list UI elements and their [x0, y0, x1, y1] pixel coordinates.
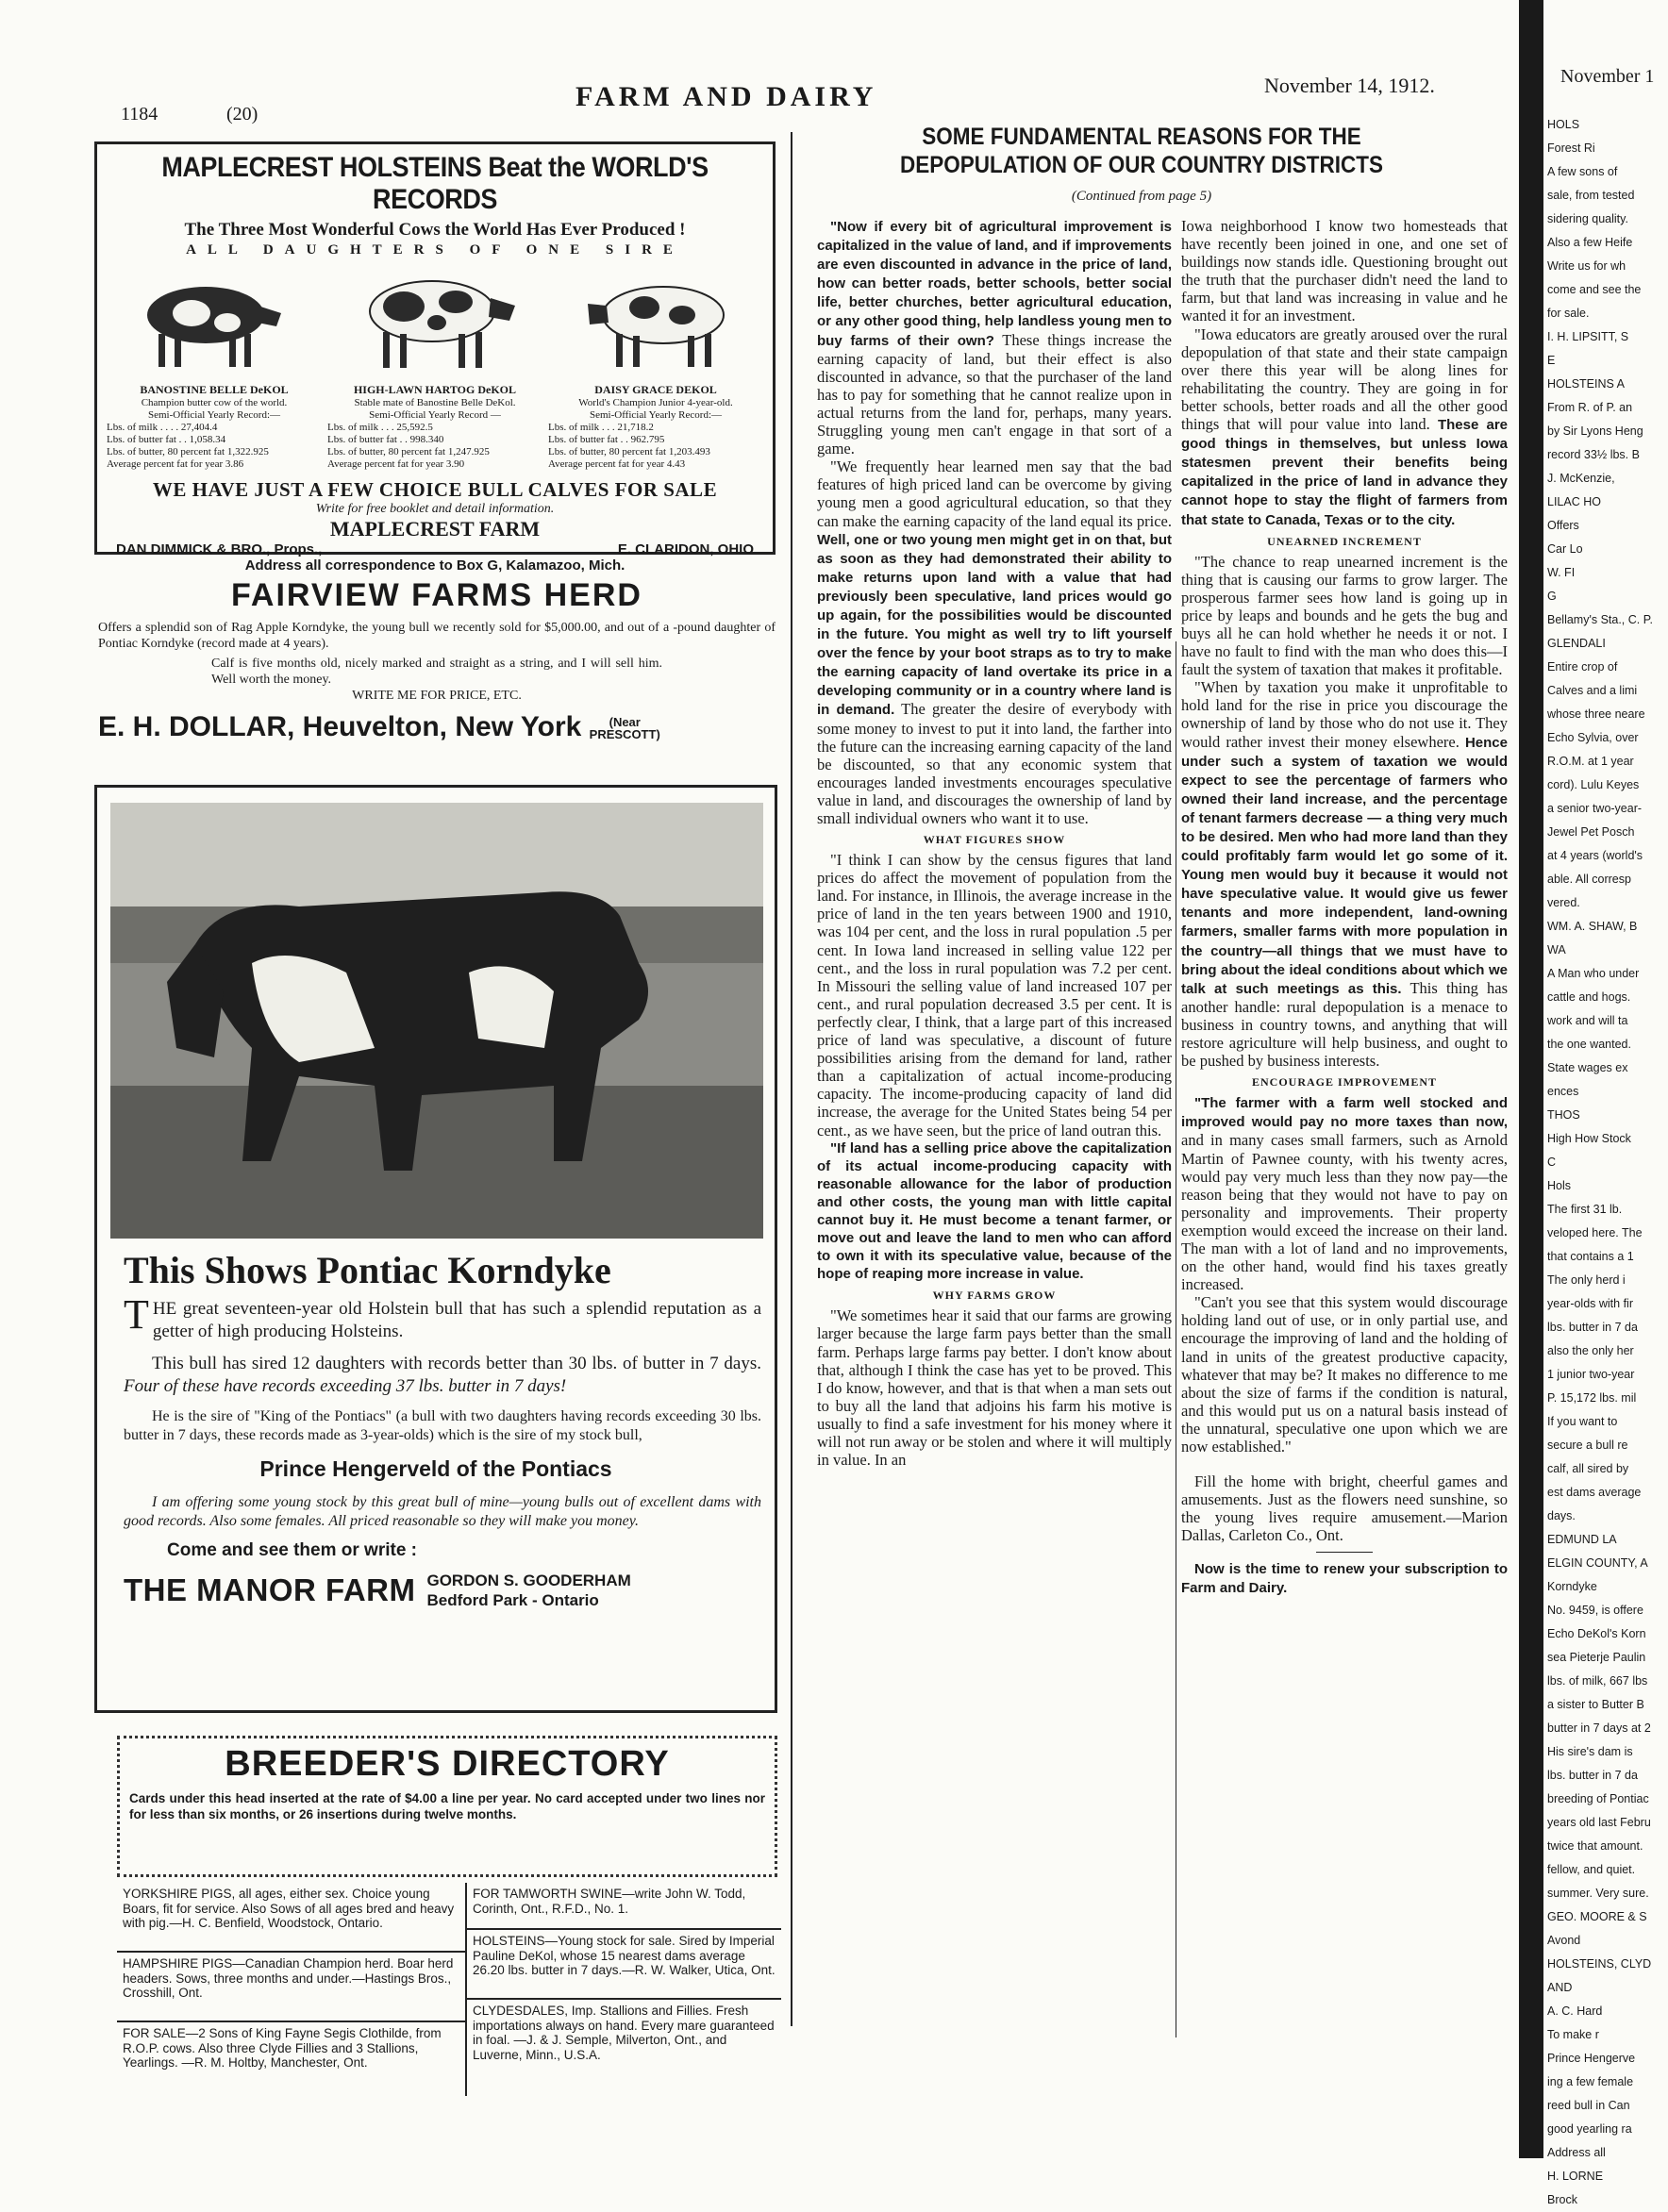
facing-page-line: cord). Lulu Keyes: [1547, 778, 1640, 791]
facing-page-line: A few sons of: [1547, 165, 1618, 178]
page-gutter: [1519, 0, 1543, 2158]
facing-page-line: cattle and hogs.: [1547, 990, 1631, 1004]
facing-page-line: Brock: [1547, 2193, 1577, 2206]
cow-name-1: BANOSTINE BELLE DeKOL: [140, 383, 289, 396]
renew-notice: Now is the time to renew your subscription to Farm and Dairy.: [1181, 1561, 1508, 1596]
article-subhead: WHAT FIGURES SHOW: [923, 833, 1066, 847]
facing-page-line: Forest Ri: [1547, 141, 1595, 155]
maplecrest-headline: MAPLECREST HOLSTEINS Beat the WORLD'S RECORDS: [161, 152, 709, 215]
facing-page-line: est dams average: [1547, 1486, 1642, 1499]
facing-page-line: GEO. MOORE & S: [1547, 1910, 1647, 1923]
manor-place: Bedford Park - Ontario: [426, 1591, 599, 1609]
manor-farm-name: THE MANOR FARM: [124, 1572, 416, 1607]
maplecrest-sire-line: ALL DAUGHTERS OF ONE SIRE: [186, 242, 684, 258]
directory-listing: HAMPSHIRE PIGS—Canadian Champion herd. Boar herd headers. Sows, three months and under.—Hastings Bros., Crosshill, Ont.: [117, 1953, 465, 2022]
facing-page-line: No. 9459, is offere: [1547, 1604, 1643, 1617]
facing-page-line: come and see the: [1547, 283, 1642, 296]
maplecrest-location: E. CLARIDON, OHIO: [617, 541, 754, 557]
facing-page-line: also the only her: [1547, 1344, 1634, 1357]
facing-page-line: vered.: [1547, 896, 1580, 909]
facing-page-line: a sister to Butter B: [1547, 1698, 1644, 1711]
facing-page-line: summer. Very sure.: [1547, 1887, 1649, 1900]
article-bold-6: "The farmer with a farm well stocked and improved would pay no more taxes than now,: [1181, 1095, 1508, 1131]
facing-page-line: 1 junior two-year: [1547, 1368, 1635, 1381]
facing-page-line: lbs. butter in 7 da: [1547, 1769, 1638, 1782]
facing-page-line: Calves and a limi: [1547, 684, 1638, 697]
facing-page-line: for sale.: [1547, 307, 1590, 320]
facing-page-line: P. 15,172 lbs. mil: [1547, 1391, 1637, 1405]
manor-farm-ad: [94, 785, 777, 1713]
facing-page-line: Echo Sylvia, over: [1547, 731, 1639, 744]
facing-page-line: Also a few Heife: [1547, 236, 1633, 249]
facing-page-line: able. All corresp: [1547, 873, 1631, 886]
facing-page-line: ing a few female: [1547, 2075, 1634, 2088]
facing-page-line: Jewel Pet Posch: [1547, 825, 1635, 839]
fairview-prescott: PRESCOTT: [589, 727, 657, 742]
facing-page-line: G: [1547, 590, 1557, 603]
facing-page-line: W. FI: [1547, 566, 1576, 579]
facing-page-line: State wages ex: [1547, 1061, 1628, 1074]
facing-page-line: HOLSTEINS, CLYD: [1547, 1957, 1652, 1971]
maplecrest-offer: WE HAVE JUST A FEW CHOICE BULL CALVES FOR SALE: [152, 478, 718, 501]
facing-page-line: lbs. of milk, 667 lbs: [1547, 1674, 1648, 1688]
facing-page-line: Car Lo: [1547, 542, 1583, 556]
article-bold-2: Well, one or two young men might get in on that, but as soon as they had demonstrated their ability to make returns upon land with a value that had previously been speculative, land prices would go up again, for the possibilities would be discounted in the future. You might as well try to lift yourself over the fence by your boot straps as to try to make the earning capacity of land overtake its price in a developing community or in a country where land is in demand.: [817, 531, 1172, 719]
manor-paragraph-1: HE great seventeen-year old Holstein bull that has such a splendid reputation as a getter of high producing Holsteins.: [152, 1299, 761, 1341]
directory-listing: FOR SALE—2 Sons of King Fayne Segis Clothilde, from R.O.P. cows. Also three Clyde Fillies and 3 Stallions, Yearlings. —R. M. Holtby, Manchester, Ont.: [123, 2026, 442, 2070]
facing-page-line: the one wanted.: [1547, 1038, 1631, 1051]
fairview-contact: E. H. DOLLAR, Heuvelton, New York: [98, 711, 582, 742]
facing-page-line: a senior two-year-: [1547, 802, 1643, 815]
facing-page-line: C: [1547, 1156, 1557, 1169]
masthead: FARM AND DAIRY: [575, 81, 877, 112]
cow-illustration-2: [347, 264, 517, 373]
directory-listing: YORKSHIRE PIGS, all ages, either sex. Choice young Boars, fit for service. Also Sows of all ages bred and heavy with pig.—H. C. Benfield, Woodstock, Ontario.: [117, 1883, 465, 1953]
breeders-directory: [117, 1736, 777, 1877]
facing-page-line: Prince Hengerve: [1547, 2052, 1636, 2065]
facing-page-line: whose three neare: [1547, 707, 1645, 721]
facing-page-line: year-olds with fir: [1547, 1297, 1633, 1310]
facing-page-line: Echo DeKol's Korn: [1547, 1627, 1646, 1640]
facing-page-line: Offers: [1547, 519, 1579, 532]
facing-page-line: days.: [1547, 1509, 1576, 1522]
facing-page-line: The only herd i: [1547, 1273, 1626, 1287]
maplecrest-subline: The Three Most Wonderful Cows the World Has Ever Produced !: [184, 220, 686, 240]
maplecrest-ad: [94, 141, 776, 574]
article-bold-5: Hence under such a system of taxation we would expect to see the percentage of farmers who owned their land increase, and the percentage of tenant farmers decrease — a thing very much to be desired. Men who had more land than they could profitably farm would let go some of it. Young men would buy it because it would not have speculative value. It would give us fewer tenants and more independent, land-owning farmers, smaller farms with more population in the country—all things that we must have to bring about the ideal conditions about which we talk at such meetings as this.: [1181, 734, 1508, 997]
manor-paragraph-2-italic: Four of these have records exceeding 37 lbs. butter in 7 days!: [124, 1376, 567, 1396]
cow-record-1: BANOSTINE BELLE DeKOL Champion butter cow of the world. Semi-Official Yearly Record:— Lbs. of milk . . . . 27,404.4 Lbs. of butter fat . . 1,058.34 Lbs. of butter, 80 percent fat 1,322.925 Average percent fat for year 3.86: [107, 383, 322, 471]
facing-page-line: Address all: [1547, 2146, 1606, 2159]
manor-come: Come and see them or write :: [167, 1540, 418, 1560]
directory-listings: [117, 1883, 781, 2096]
article-bold-3: "If land has a selling price above the capitalization of its actual income-producing capacity with reasonable allowance for the labor of production and other costs, the young man with little capital cannot buy it. He must become a tenant farmer, or move out and leave the land to men who can afford to own it with its speculative value, because of the hope of reaping more increase in value.: [817, 1139, 1172, 1283]
facing-page-line: From R. of P. an: [1547, 401, 1633, 414]
facing-page-line: AND: [1547, 1981, 1573, 1994]
facing-page-line: E: [1547, 354, 1556, 367]
fairview-near: Near: [612, 715, 641, 730]
filler-quote: Fill the home with bright, cheerful games and amusements. Just as the flowers need sunshine, so the young lives require amusement.—Marion Dallas, Carleton Co., Ont.: [1181, 1472, 1508, 1545]
facing-page-line: fellow, and quiet.: [1547, 1863, 1636, 1876]
facing-page-line: Write us for wh: [1547, 259, 1626, 273]
page-number: 1184: [121, 104, 158, 125]
article-column-1: "Now if every bit of agricultural improvement is capitalized in the value of land, and if improvements are even discounted in advance in the price of land, how can better roads, better schools, better social life, better churches, better agricultural education, or any other good thing, help landless young men to buy farms of their own? These things increase the earning capacity of land, but their effect is also discounted in advance, so that the purchaser of the land has to pay for something that he cannot realize upon in actual returns from the land for, perhaps, many years. Struggling young men can't engage in that sort of a game. "We frequently hear learned men say that the bad features of high priced land can be overcome by giving young men a good agricultural education, so that they can make the earning capacity of the land equal its price. Well, one or two young men might get in on that, but as soon as they had demonstrated their ability to make returns upon land with a value that had previously been speculative, land prices would go up again, for the possibilities would be discounted in the future. You might as well try to lift yourself over the fence by your boot straps as to try to make the earning capacity of land overtake its price in a developing community or in a country where land is in demand. The greater the desire of everybody with some money to invest to put it into land, the farther into the future can the increasing earning capacity of the land be discounted, so that any economic system that encourages landed investments encourages speculative value in land, and discourages the ownership of land by small individual owners who want it to use. WHAT FIGURES SHOW "I think I can show by the census figures that land prices do affect the movement of population from the land. For instance, in Illinois, the average increase in the price of land in the ten years between 1900 and 1910, was 104 per cent, and the loss in rural population .5 per cent. In Iowa land increased in selling value 122 per cent., and the loss in rural population was 7.2 per cent. In Missouri the selling value of land increased 107 per cent., and rural population decreased 3.5 per cent. It is perfectly clear, I think, that a large part of this increased price of land was speculative, a discount of future possibilities arising from the demand for land, rather than a capitalization of actual income-producing capacity. The income-producing capacity of land did increase, the average for the United States being 54 per cent., as we have seen, but the price of land outran this. "If land has a selling price above the capitalization of its actual income-producing capacity with reasonable allowance for the labor of production and other costs, the young man with little capital cannot buy it. He must become a tenant farmer, or move out and leave the land to men who can afford to own it with its speculative value, because of the hope of reaping more increase in value. WHY FARMS GROW "We sometimes hear it said that our farms are growing larger because the large farm pays better than the small farm. Perhaps large farms pay better. I don't know about that, although I think the case has yet to be proved. This I do know, however, and that is that when a man sets out to buy all the land that adjoins his farm his motive is usually to find a safe investment for his money where it will not run away or be stolen and where it will multiply in value. In an: [817, 219, 1172, 1470]
cow-record-2: HIGH-LAWN HARTOG DeKOL Stable mate of Banostine Belle DeKol. Semi-Official Yearly Record — Lbs. of milk . . . 25,592.5 Lbs. of butter fat . . 998.340 Lbs. of butter, 80 percent fat 1,247.925 Average percent fat for year 3.90: [327, 383, 542, 471]
facing-page-line: good yearling ra: [1547, 2122, 1632, 2136]
facing-page-line: sidering quality.: [1547, 212, 1628, 225]
facing-page-line: butter in 7 days at 2: [1547, 1721, 1651, 1735]
facing-page-line: that contains a 1: [1547, 1250, 1634, 1263]
facing-page-line: Bellamy's Sta., C. P.: [1547, 613, 1653, 626]
facing-page-line: Korndyke: [1547, 1580, 1597, 1593]
facing-page-line: calf, all sired by: [1547, 1462, 1629, 1475]
directory-title: BREEDER'S DIRECTORY: [225, 1744, 670, 1784]
directory-listing: HOLSTEINS—Young stock for sale. Sired by Imperial Pauline DeKol, whose 15 nearest dams average 26.20 lbs. butter in 7 days.—R. W. Walker, Utica, Ont.: [467, 1930, 781, 2000]
maplecrest-props: DAN DIMMICK & BRO., Props.,: [116, 541, 323, 557]
facing-page-line: reed bull in Can: [1547, 2099, 1630, 2112]
facing-page-line: Avond: [1547, 1934, 1581, 1947]
fairview-calf: Calf is five months old, nicely marked and straight as a string, and I will sell him. Well worth the money.: [211, 657, 662, 687]
column-rule: [791, 132, 792, 2026]
fairview-title: FAIRVIEW FARMS HERD: [231, 577, 642, 613]
cow-illustration-3: [578, 268, 748, 372]
article-subhead: WHY FARMS GROW: [932, 1289, 1057, 1303]
directory-terms: Cards under this head inserted at the rate of $4.00 a line per year. No card accepted under two lines nor for less than six months, or 26 insertions during twelve months.: [129, 1791, 765, 1821]
facing-page-line: breeding of Pontiac: [1547, 1792, 1649, 1805]
article-bold-1: "Now if every bit of agricultural improvement is capitalized in the value of land, and if improvements are even discounted in advance in the price of land, how can better roads, better schools, better social life, better churches, better agricultural education, or any other good thing, help landless young men to buy farms of their own?: [817, 219, 1172, 349]
manor-offer: I am offering some young stock by this great bull of mine—young bulls out of excellent dams with good records. Also some females. All priced reasonable so they will make you money.: [124, 1494, 761, 1529]
facing-page-line: GLENDALI: [1547, 637, 1606, 650]
manor-owner: GORDON S. GOODERHAM: [426, 1572, 631, 1589]
facing-page-line: I. H. LIPSITT, S: [1547, 330, 1629, 343]
directory-listing: FOR TAMWORTH SWINE—write John W. Todd, Corinth, Ont., R.F.D., No. 1.: [467, 1883, 781, 1930]
facing-page-date: November 1: [1560, 66, 1655, 87]
cow-illustration-1: [125, 268, 286, 372]
cow-name-2: HIGH-LAWN HARTOG DeKOL: [353, 383, 517, 396]
manor-drop-cap: T: [124, 1291, 149, 1338]
facing-page-line: work and will ta: [1547, 1014, 1628, 1027]
page-alt-number: (20): [226, 104, 259, 125]
facing-page-line: High How Stock: [1547, 1132, 1631, 1145]
facing-page-line: Hols: [1547, 1179, 1572, 1192]
facing-page-line: by Sir Lyons Heng: [1547, 424, 1643, 438]
facing-page-line: WM. A. SHAW, B: [1547, 920, 1638, 933]
facing-page-line: HOLSTEINS A: [1547, 377, 1625, 391]
manor-stock-bull: Prince Hengerveld of the Pontiacs: [259, 1456, 612, 1481]
facing-page-line: A Man who under: [1547, 967, 1640, 980]
facing-page-line: EDMUND LA: [1547, 1533, 1617, 1546]
facing-page-line: lbs. butter in 7 da: [1547, 1321, 1638, 1334]
manor-title: This Shows Pontiac Korndyke: [124, 1249, 611, 1291]
article-continued: (Continued from page 5): [1071, 189, 1212, 204]
facing-page-line: sea Pieterje Paulin: [1547, 1651, 1646, 1664]
article-column-2: Iowa neighborhood I know two homesteads that have recently been joined in one, and one set of buildings now stands idle. Questioning brought out the truth that the purchaser didn't need the land to farm, but that land was increasing in value and he wanted it for an investment. "Iowa educators are greatly aroused over the rural depopulation of that state and their state campaign over there this year will be along lines for rehabilitating the country. They are going in for better schools, better roads and all the other good things that will pour value into land. These are good things in themselves, but unless Iowa statesmen prevent their benefits being capitalized in the price of land in advance they cannot hope to stay the flight of farmers from that state to Canada, Texas or to the city. UNEARNED INCREMENT "The chance to reap unearned increment is the thing that is causing our farms to grow larger. The prosperous farmer sees how land is going up in price by leaps and bounds and he gets the bug and buys all he can hold whether he needs it or not. I have no fault to find with the man who does this—I fault the system of taxation that makes it profitable. "When by taxation you make it unprofitable to hold land for the rise in price you discourage the ownership of land by those who do not use it. They would rather invest their money elsewhere. Hence under such a system of taxation we would expect to see the percentage of farmers who owned their land increase, and the percentage of tenant farmers decrease — a thing very much to be desired. Men who had more land than they could profitably farm would let go some of it. Young men would buy it because it would not have speculative value. It would give us fewer tenants and more independent, land-owning farmers, smaller farms with more population in the country—all things that we must have to bring about the ideal conditions about which we talk at such meetings as this. This thing has another handle: rural depopulation is a menace to business in country towns, and anything that will restore agriculture will help business, and ought to be pushed by business interests. ENCOURAGE IMPROVEMENT "The farmer with a farm well stocked and improved would pay no more taxes than now, and in many cases small farmers, such as Arnold Martin of Pawnee county, with his twenty acres, would pay very much less than they now pay—the reason being that they would not have to pay on personality and improvements. Their property exemption would exceed the increase on their land. The man with a lot of land and no improvements, on the other hand, would find his taxes greatly increased. "Can't you see that this system would discourage holding land out of use, or in only partial use, and encourage the improving of land and the holding of land in units of the greatest productive capacity, whatever that may be? It makes no difference to me about the size of farms if the condition is natural, and this would put us on a natural basis instead of the unnatural, speculative one upon which we are now established." Fill the home with bright, cheerful games and amusements. Just as the flowers need sunshine, so the young lives require amusement.—Marion Dallas, Carleton Co., Ont. Now is the time to renew your subscription to Farm and Dairy.: [1181, 217, 1509, 1596]
facing-page-line: secure a bull re: [1547, 1439, 1628, 1452]
article-bold-4: These are good things in themselves, but unless Iowa statesmen prevent their benefits being capitalized in the price of land in advance they cannot hope to stay the flight of farmers from that state to Canada, Texas or to the city.: [1181, 417, 1509, 528]
fairview-ad: FAIRVIEW FARMS HERD Offers a splendid son of Rag Apple Korndyke, the young bull we recently sold for $5,000.00, and out of a -pound daughter of Pontiac Korndyke (record made at 4 years). Calf is five months old, nicely marked and straight as a string, and I will sell him. Well worth the money. WRITE ME FOR PRICE, ETC. E. H. DOLLAR, Heuvelton, New York (Near PRESCOTT): [98, 577, 776, 742]
manor-paragraph-3: He is the sire of "King of the Pontiacs" (a bull with two daughters having records exceeding 30 lbs. butter in 7 days, these records made as 3-year-olds) which is the sire of my stock bull,: [124, 1408, 761, 1443]
article-subhead: ENCOURAGE IMPROVEMENT: [1251, 1075, 1437, 1089]
facing-page-line: His sire's dam is: [1547, 1745, 1633, 1758]
issue-date: November 14, 1912.: [1264, 74, 1435, 97]
maplecrest-booklet: Write for free booklet and detail information.: [315, 502, 555, 516]
facing-page-line: WA: [1547, 943, 1566, 956]
fairview-write: WRITE ME FOR PRICE, ETC.: [352, 689, 522, 703]
fairview-body: Offers a splendid son of Rag Apple Korndyke, the young bull we recently sold for $5,000.00, and out of a -pound daughter of Pontiac Korndyke (record made at 4 years).: [98, 621, 776, 651]
manor-paragraph-2: This bull has sired 12 daughters with records better than 30 lbs. of butter in 7 days.: [152, 1354, 761, 1373]
cow-record-3: DAISY GRACE DEKOL World's Champion Junior 4-year-old. Semi-Official Yearly Record:— Lbs. of milk . . . 21,718.2 Lbs. of butter fat . . 962.795 Lbs. of butter, 80 percent fat 1,203.493 Average percent fat for year 4.43: [548, 383, 763, 471]
article-title: SOME FUNDAMENTAL REASONS FOR THE DEPOPULATION OF OUR COUNTRY DISTRICTS: [899, 124, 1384, 178]
facing-page-line: A. C. Hard: [1547, 2004, 1603, 2018]
facing-page-line: The first 31 lb.: [1547, 1203, 1623, 1216]
facing-page-line: J. McKenzie,: [1547, 472, 1615, 485]
maplecrest-farm: MAPLECREST FARM: [329, 517, 541, 541]
facing-page-line: To make r: [1547, 2028, 1599, 2041]
facing-page-line: R.O.M. at 1 year: [1547, 755, 1634, 768]
facing-page-line: Entire crop of: [1547, 660, 1618, 674]
maplecrest-address: Address all correspondence to Box G, Kalamazoo, Mich.: [244, 557, 626, 574]
page-header: [0, 74, 1510, 125]
facing-page-line: years old last Febru: [1547, 1816, 1651, 1829]
facing-page-line: H. LORNE: [1547, 2170, 1604, 2183]
facing-page-line: If you want to: [1547, 1415, 1618, 1428]
cow-name-3: DAISY GRACE DEKOL: [594, 383, 717, 396]
facing-page-line: ELGIN COUNTY, A: [1547, 1556, 1648, 1570]
pontiac-korndyke-photo: [110, 803, 763, 1239]
facing-page-line: THOS: [1547, 1108, 1580, 1122]
facing-page-line: at 4 years (world's: [1547, 849, 1643, 862]
facing-page-line: sale, from tested: [1547, 189, 1635, 202]
facing-page-line: HOLS: [1547, 118, 1580, 131]
facing-page-line: ences: [1547, 1085, 1579, 1098]
article-subhead: UNEARNED INCREMENT: [1267, 534, 1422, 548]
facing-page-strip: [1547, 113, 1668, 2206]
facing-page-line: twice that amount.: [1547, 1839, 1643, 1853]
directory-listing: CLYDESDALES, Imp. Stallions and Fillies. Fresh importations always on hand. Every mare guaranteed in foal. —J. & J. Semple, Milverton, Ont., and Luverne, Minn., U.S.A.: [472, 2004, 775, 2062]
facing-page-line: veloped here. The: [1547, 1226, 1643, 1239]
facing-page-line: LILAC HO: [1547, 495, 1601, 508]
facing-page-line: record 33½ lbs. B: [1547, 448, 1640, 461]
